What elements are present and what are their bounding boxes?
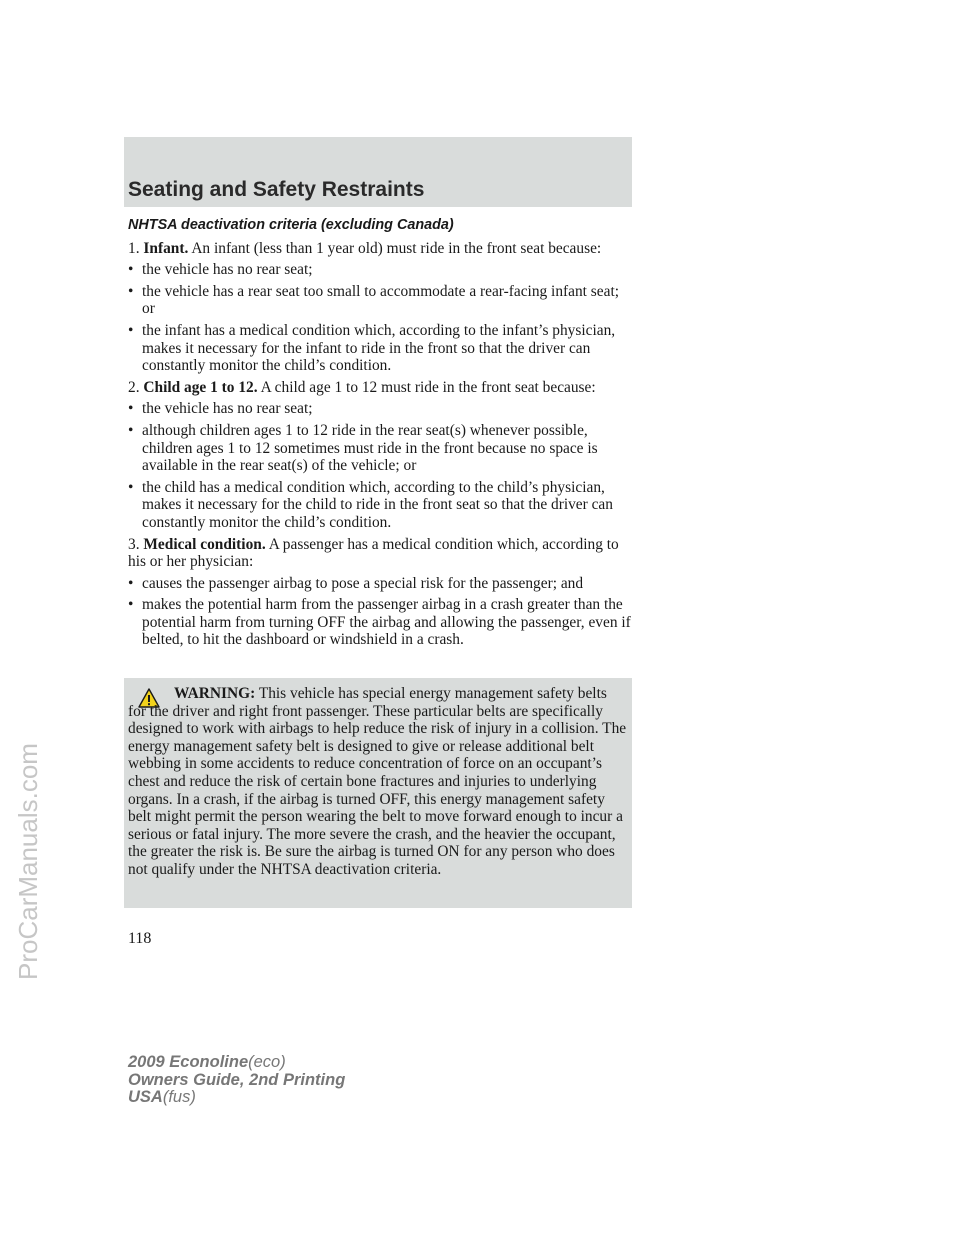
- footer-line-2: Owners Guide, 2nd Printing: [128, 1070, 346, 1089]
- item-number: 2.: [128, 378, 140, 396]
- bullet-list: [128, 400, 633, 531]
- section-title: Seating and Safety Restraints: [128, 178, 425, 201]
- list-item: • the vehicle has no rear seat;: [128, 400, 313, 418]
- bullet-icon: •: [128, 421, 134, 439]
- subheading: NHTSA deactivation criteria (excluding Canada): [128, 217, 454, 233]
- criteria-item-3: [128, 536, 633, 571]
- bullet-icon: •: [128, 596, 134, 614]
- bullet-icon: •: [128, 400, 134, 418]
- item-label: Child age 1 to 12.: [143, 378, 258, 396]
- warning-body: This vehicle has special energy management safety belts for the driver and right front passenger. These particular belts are specifically designed to work with airbags to help reduce the risk of injury in a collision. The energy management safety belt is designed to give or release additional belt webbing in some accidents to reduce concentration of force on an occupant’s chest and reduce the risk of certain bone fractures and injuries to underlying organs. In a crash, if the airbag is turned OFF, this energy management safety belt might permit the person wearing the belt to move forward enough to incur a serious or fatal injury. The more severe the crash, and the heavier the occupant, the greater the risk is. Be sure the airbag is turned ON for any person who does not qualify under the NHTSA deactivation criteria.: [128, 685, 627, 878]
- item-text: An infant (less than 1 year old) must ride in the front seat because:: [191, 239, 602, 257]
- item-label: Infant.: [143, 239, 189, 257]
- item-number: 3.: [128, 535, 140, 553]
- list-item: • the vehicle has a rear seat too small to accommodate a rear-facing infant seat; or: [128, 282, 620, 318]
- footer-line-3: USA(fus): [128, 1088, 196, 1106]
- item-text: A child age 1 to 12 must ride in the front seat because:: [260, 378, 596, 396]
- criteria-item-2: [128, 379, 633, 397]
- item-label: Medical condition.: [143, 535, 266, 553]
- item-text: A passenger has a medical condition which, according to his or her physician:: [128, 535, 619, 571]
- list-item: • the vehicle has no rear seat;: [128, 261, 313, 279]
- list-item: • the child has a medical condition which, according to the child’s physician, makes it necessary for the child to ride in the front seat so that the driver can constantly monitor the child’s condition.: [128, 478, 613, 531]
- item-number: 1.: [128, 239, 140, 257]
- bullet-list: [128, 261, 633, 375]
- bullet-icon: •: [128, 282, 134, 300]
- page-number: 118: [128, 930, 152, 947]
- list-item: • although children ages 1 to 12 ride in the rear seat(s) whenever possible, children ages 1 to 12 sometimes must ride in the front because no space is available in the rear seat(s) of the vehicle; or: [128, 421, 598, 475]
- warning-text: [128, 685, 628, 879]
- watermark: ProCarManuals.com: [13, 743, 43, 980]
- bullet-icon: •: [128, 574, 134, 592]
- warning-box: [124, 678, 632, 908]
- footer-line-1: 2009 Econoline(eco): [128, 1053, 286, 1071]
- bullet-icon: •: [128, 261, 134, 279]
- warning-label: WARNING:: [174, 685, 256, 702]
- bullet-icon: •: [128, 321, 134, 339]
- list-item: • causes the passenger airbag to pose a special risk for the passenger; and: [128, 574, 584, 592]
- bullet-list: [128, 575, 633, 649]
- criteria-item-1: [128, 240, 633, 258]
- list-item: • the infant has a medical condition which, according to the infant’s physician, makes it necessary for the infant to ride in the front so that the driver can constantly monitor the child’s condition.: [128, 321, 616, 375]
- main-content: [128, 217, 633, 653]
- list-item: • makes the potential harm from the passenger airbag in a crash greater than the potential harm from turning OFF the airbag and allowing the passenger, even if belted, to hit the dashboard or windshield in a crash.: [128, 596, 631, 649]
- bullet-icon: •: [128, 478, 134, 496]
- footer: [128, 1054, 345, 1107]
